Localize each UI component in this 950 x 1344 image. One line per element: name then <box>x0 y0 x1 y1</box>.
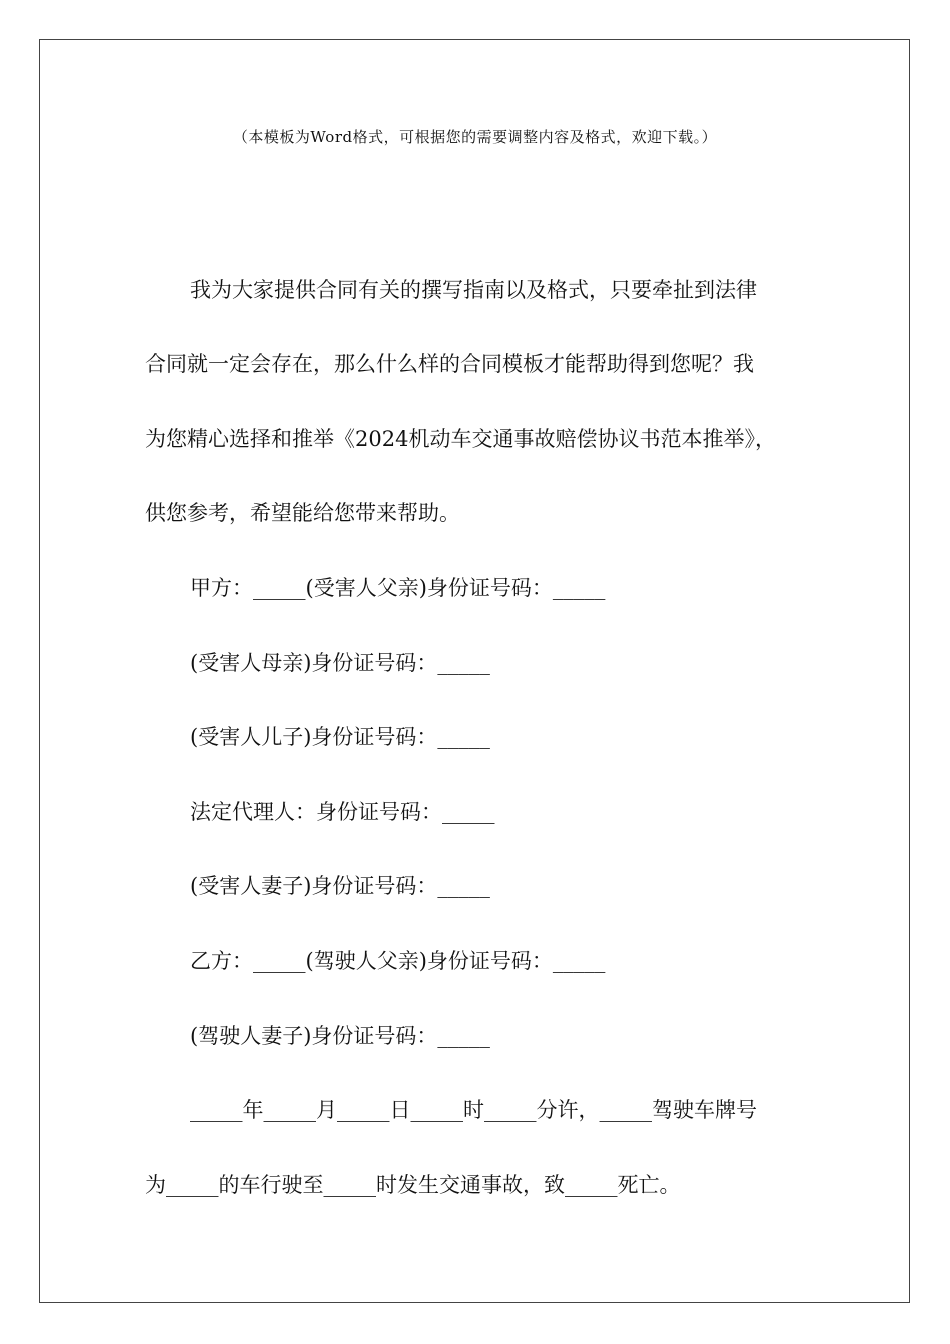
intro-line-4: 供您参考，希望能给您带来帮助。 <box>145 501 460 525</box>
intro-line-3: 为您精心选择和推举《2024机动车交通事故赔偿协议书范本推举》， <box>145 427 776 451</box>
intro-line-1: 我为大家提供合同有关的撰写指南以及格式，只要牵扯到法律 <box>190 278 757 302</box>
party-a-line: 甲方：_____(受害人父亲)身份证号码：_____ <box>190 576 606 600</box>
accident-line-1: _____年_____月_____日_____时_____分许，_____驾驶车牌号 <box>190 1098 757 1122</box>
intro-line-2: 合同就一定会存在，那么什么样的合同模板才能帮助得到您呢？我 <box>145 352 754 376</box>
victim-wife-line: (受害人妻子)身份证号码：_____ <box>190 874 490 898</box>
victim-son-line: (受害人儿子)身份证号码：_____ <box>190 725 490 749</box>
legal-representative-line: 法定代理人：身份证号码：_____ <box>190 800 495 824</box>
header-note: （本模板为Word格式，可根据您的需要调整内容及格式，欢迎下载。） <box>232 128 718 146</box>
driver-wife-line: (驾驶人妻子)身份证号码：_____ <box>190 1024 490 1048</box>
accident-line-2: 为_____的车行驶至_____时发生交通事故，致_____死亡。 <box>145 1173 681 1197</box>
victim-mother-line: (受害人母亲)身份证号码：_____ <box>190 651 490 675</box>
party-b-line: 乙方：_____(驾驶人父亲)身份证号码：_____ <box>190 949 606 973</box>
